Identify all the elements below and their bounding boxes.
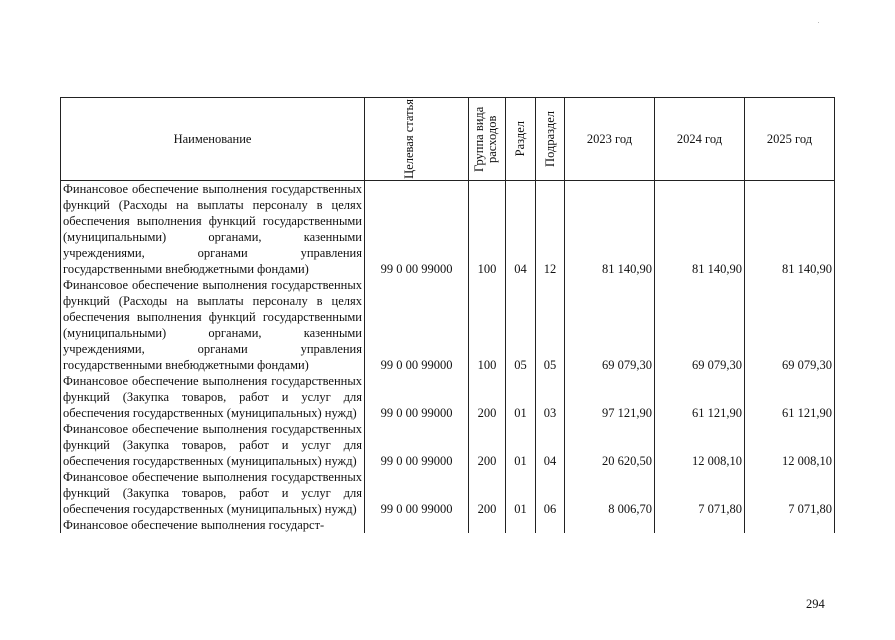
row-amount-2023 [565,517,655,533]
page-number: 294 [806,597,825,611]
row-section [506,517,536,533]
row-amount-2024 [655,517,745,533]
scan-speck [818,22,819,23]
row-expense-group: 200 [469,373,506,421]
table-row [61,373,835,421]
header-2025: 2025 год [745,98,835,181]
row-amount-2025: 81 140,90 [745,181,835,278]
header-2024: 2024 год [655,98,745,181]
row-amount-2024: 7 071,80 [655,469,745,517]
row-amount-2023: 20 620,50 [565,421,655,469]
row-section: 04 [506,181,536,278]
row-amount-2024: 12 008,10 [655,421,745,469]
row-amount-2025: 61 121,90 [745,373,835,421]
row-amount-2024: 69 079,30 [655,277,745,373]
row-expense-group: 200 [469,469,506,517]
row-section: 01 [506,421,536,469]
row-subsection: 12 [536,181,565,278]
row-expense-group: 100 [469,277,506,373]
row-name: Финансовое обеспечение выполнения государственных функций (Закупка товаров, работ и услуг для обеспечения государственных (муниципальных) нужд) [61,421,365,469]
row-name: Финансовое обеспечение выполнения государственных функций (Расходы на выплаты персоналу в целях обеспечения выполнения функций государственными (муниципальными) органами, казенными учреждениями, органами управления государственными внебюджетными фондами) [61,181,365,278]
row-section: 01 [506,373,536,421]
table-row [61,277,835,373]
row-subsection [536,517,565,533]
row-amount-2023: 97 121,90 [565,373,655,421]
row-target-article: 99 0 00 99000 [365,421,469,469]
row-amount-2025: 12 008,10 [745,421,835,469]
row-subsection: 05 [536,277,565,373]
row-amount-2024: 61 121,90 [655,373,745,421]
header-section-label: Раздел [513,121,527,157]
header-name: Наименование [61,98,365,181]
row-target-article: 99 0 00 99000 [365,277,469,373]
budget-table [60,97,835,533]
row-amount-2025: 7 071,80 [745,469,835,517]
row-expense-group: 200 [469,421,506,469]
row-amount-2023: 81 140,90 [565,181,655,278]
header-target-article-label: Целевая статья [401,99,416,179]
row-amount-2025: 69 079,30 [745,277,835,373]
row-name: Финансовое обеспечение выполнения государственных функций (Закупка товаров, работ и услуг для обеспечения государственных (муниципальных) нужд) [61,469,365,517]
row-target-article: 99 0 00 99000 [365,181,469,278]
row-target-article [365,517,469,533]
row-name: Финансовое обеспечение выполнения государственных функций (Расходы на выплаты персоналу в целях обеспечения выполнения функций государственными (муниципальными) органами, казенными учреждениями, органами управления государственными внебюджетными фондами) [61,277,365,373]
row-expense-group [469,517,506,533]
header-section [506,98,536,181]
row-amount-2023: 8 006,70 [565,469,655,517]
header-expense-group-label: Группа вида расходов [472,106,499,172]
table-header-row [61,98,835,181]
row-target-article: 99 0 00 99000 [365,469,469,517]
header-2023: 2023 год [565,98,655,181]
table-row [61,469,835,517]
row-amount-2025 [745,517,835,533]
row-section: 01 [506,469,536,517]
row-amount-2024: 81 140,90 [655,181,745,278]
header-subsection-label: Подраздел [542,111,557,167]
row-amount-2023: 69 079,30 [565,277,655,373]
header-expense-group [469,98,506,181]
row-name: Финансовое обеспечение выполнения государст- [61,517,365,533]
row-subsection: 06 [536,469,565,517]
table-row-partial [61,517,835,533]
row-target-article: 99 0 00 99000 [365,373,469,421]
row-subsection: 03 [536,373,565,421]
header-target-article [365,98,469,181]
row-section: 05 [506,277,536,373]
row-name: Финансовое обеспечение выполнения государственных функций (Закупка товаров, работ и услуг для обеспечения государственных (муниципальных) нужд) [61,373,365,421]
row-subsection: 04 [536,421,565,469]
row-expense-group: 100 [469,181,506,278]
table-row [61,181,835,278]
table-row [61,421,835,469]
header-subsection [536,98,565,181]
